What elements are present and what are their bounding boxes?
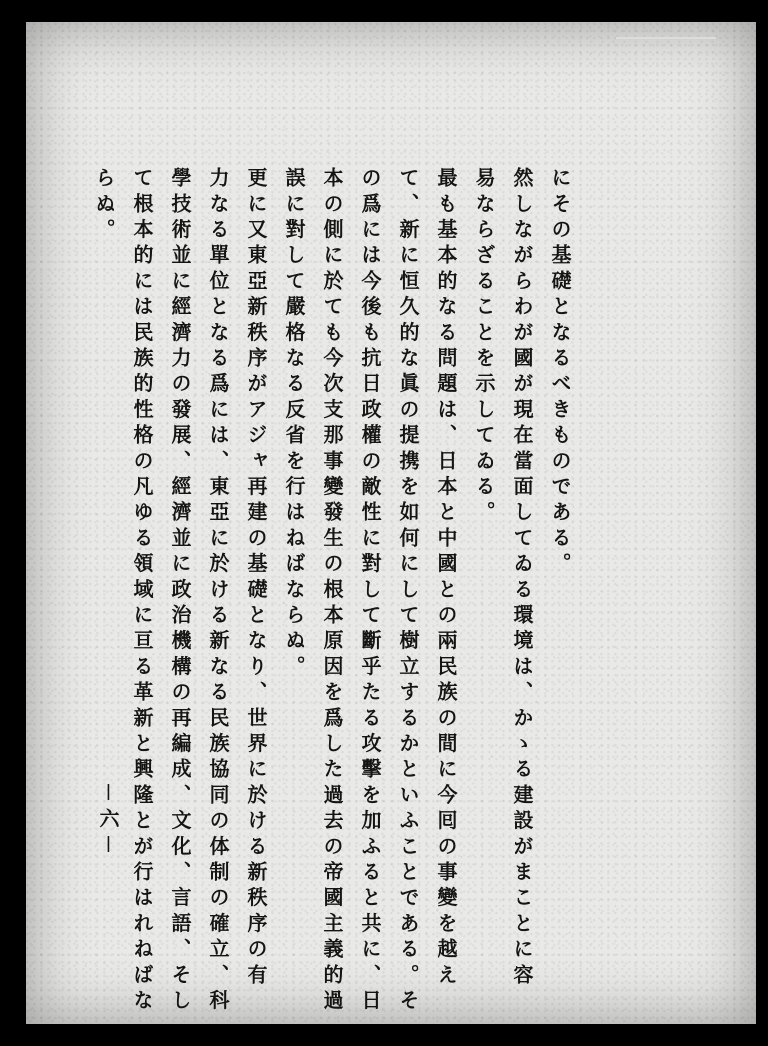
text-line: 誤に對して嚴格なる反省を行はねばならぬ。 <box>282 167 306 681</box>
document-page <box>26 22 756 1024</box>
text-line: 力なる單位となる爲には、東亞に於ける新なる民族協同の体制の確立、科 <box>206 167 230 1016</box>
text-line: にその基礎となるべきものである。 <box>548 167 572 579</box>
text-line: 然しながらわが國が現在當面してゐる環境は、かゝる建設がまことに容 <box>510 167 534 990</box>
text-line: 更に又東亞新秩序がアジャ再建の基礎となり、世界に於ける新秩序の有 <box>244 167 268 990</box>
text-line: の爲には今後も抗日政權の敵性に對して斷乎たる攻擊を加ふると共に、日 <box>358 167 382 1016</box>
text-line: らぬ。 <box>92 167 116 245</box>
text-line: 易ならざることを示してゐる。 <box>472 167 496 527</box>
page-number: －六－ <box>96 782 120 860</box>
text-body <box>90 167 574 1016</box>
text-line: 學技術並に經濟力の發展、經濟並に政治機構の再編成、文化、言語、そし <box>168 167 192 1016</box>
text-line: て根本的には民族的性格の凡ゆる領域に亘る革新と興隆とが行はれねばな <box>130 167 154 1016</box>
text-line: て、新に恒久的な眞の提携を如何にして樹立するかといふことである。そ <box>396 167 420 1016</box>
text-line: 最も基本的なる問題は、日本と中國との兩民族の間に今囘の事變を越え <box>434 167 458 990</box>
text-line: 本の側に於ても今次支那事變發生の根本原因を爲した過去の帝國主義的過 <box>320 167 344 1016</box>
scan-edge-mark <box>616 37 716 39</box>
